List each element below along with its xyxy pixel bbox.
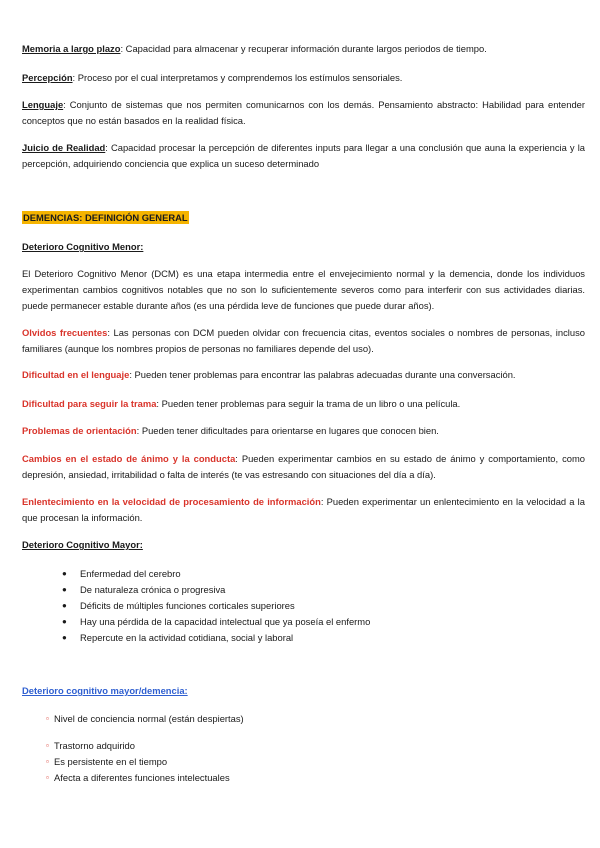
- list-item: ▫ Afecta a diferentes funciones intelectuales: [46, 770, 230, 786]
- definition-juicio: Juicio de Realidad: Capacidad procesar la percepción de diferentes inputs para llegar a una conclusión que auna la experiencia y la percepción, adquiriendo conciencia que explica un suceso determinado: [22, 142, 585, 169]
- demencia-heading: Deterioro cognitivo mayor/demencia:: [22, 685, 188, 696]
- definition-memoria: Memoria a largo plazo: Capacidad para almacenar y recuperar información durante largos periodos de tiempo.: [22, 43, 487, 54]
- dcm-item-trama: Dificultad para seguir la trama: Pueden tener problemas para seguir la trama de un libro o una película.: [22, 398, 461, 409]
- dcm-heading: Deterioro Cognitivo Menor:: [22, 241, 144, 252]
- demencia-first-list: [46, 711, 244, 727]
- list-item: ▫ Nivel de conciencia normal (están despiertas): [46, 711, 244, 727]
- list-item: ● De naturaleza crónica o progresiva: [62, 582, 370, 598]
- list-item: ▫ Trastorno adquirido: [46, 738, 230, 754]
- definition-percepcion: Percepción: Proceso por el cual interpretamos y comprendemos los estímulos sensoriales.: [22, 72, 403, 83]
- dcm-item-lenguaje: Dificultad en el lenguaje: Pueden tener problemas para encontrar las palabras adecuadas durante una conversación.: [22, 369, 516, 380]
- dcm-item-enlentecimiento: Enlentecimiento en la velocidad de procesamiento de información: Pueden experimentar un enlentecimiento en la velocidad a la que procesan la información.: [22, 496, 585, 523]
- dcmayor-heading: Deterioro Cognitivo Mayor:: [22, 539, 143, 550]
- dcmayor-bullet-list: [62, 566, 370, 646]
- definition-lenguaje: Lenguaje: Conjunto de sistemas que nos permiten comunicarnos con los demás. Pensamiento abstracto: Habilidad para entender conceptos que no están basados en la realidad física.: [22, 99, 585, 126]
- list-item: ▫ Es persistente en el tiempo: [46, 754, 230, 770]
- dcm-item-orientacion: Problemas de orientación: Pueden tener dificultades para orientarse en lugares que conocen bien.: [22, 425, 439, 436]
- list-item: ● Hay una pérdida de la capacidad intelectual que ya poseía el enfermo: [62, 614, 370, 630]
- dcm-intro: El Deterioro Cognitivo Menor (DCM) es una etapa intermedia entre el envejecimiento normal y la demencia, donde los individuos experimentan cambios cognitivos notables que no son lo suficientemente severos como para interferir con sus actividades diarias. puede permanecer estable durante años (es una pérdida leve de funciones que puede durar años).: [22, 268, 585, 311]
- list-item: ● Enfermedad del cerebro: [62, 566, 370, 582]
- dcm-item-olvidos: Olvidos frecuentes: Las personas con DCM pueden olvidar con frecuencia citas, eventos sociales o nombres de personas, incluso familiares (aunque los nombres propios de personas no familiares depende del uso).: [22, 327, 585, 354]
- demencia-list: [46, 738, 230, 786]
- dcm-item-animo: Cambios en el estado de ánimo y la conducta: Pueden experimentar cambios en su estado de ánimo y comportamiento, como depresión, ansiedad, irritabilidad o falta de interés (te vas estresando con situaciones del día a día).: [22, 453, 585, 480]
- list-item: ● Repercute en la actividad cotidiana, social y laboral: [62, 630, 370, 646]
- section-heading: DEMENCIAS: DEFINICIÓN GENERAL: [23, 212, 188, 223]
- list-item: ● Déficits de múltiples funciones corticales superiores: [62, 598, 370, 614]
